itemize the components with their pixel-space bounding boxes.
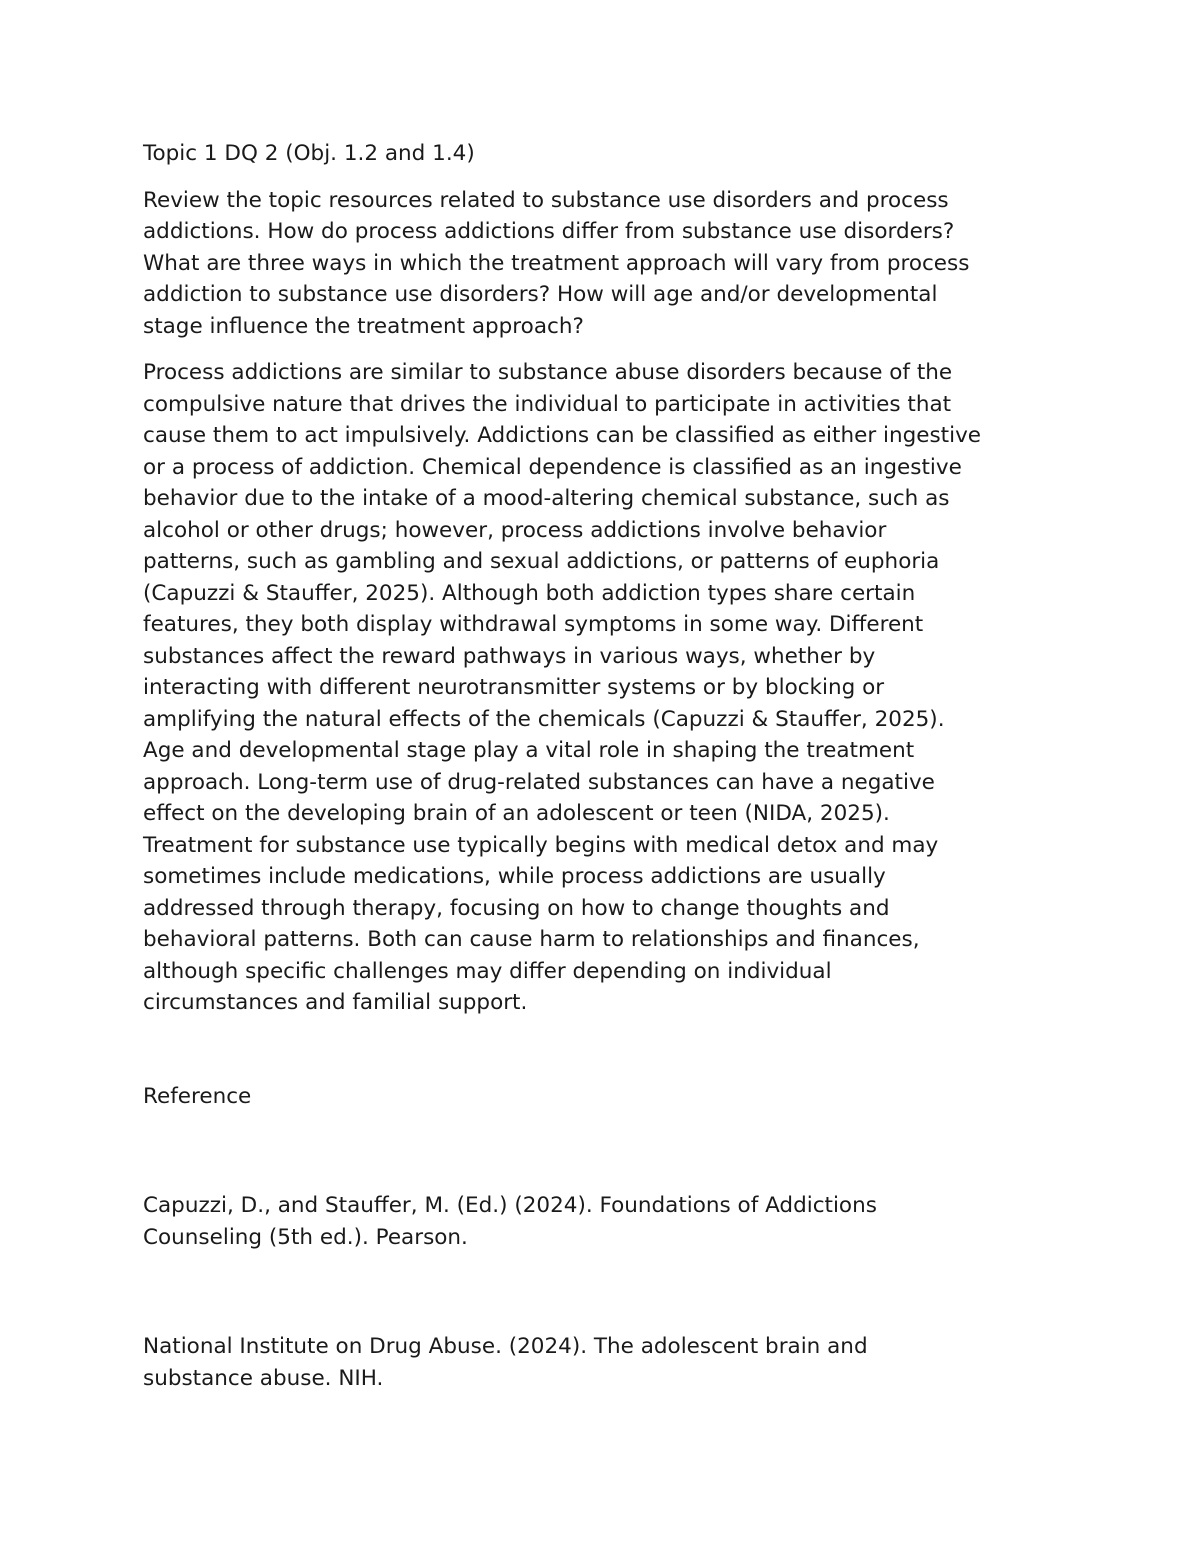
response-line: Process addictions are similar to substance abuse disorders because of the xyxy=(143,360,953,385)
document-body xyxy=(143,138,1078,1409)
document-title: Topic 1 DQ 2 (Obj. 1.2 and 1.4) xyxy=(143,141,475,166)
prompt-paragraph xyxy=(143,185,1078,343)
response-line: (Capuzzi & Stauffer, 2025). Although both addiction types share certain xyxy=(143,580,916,606)
response-line: effect on the developing brain of an adolescent or teen (NIDA, 2025). xyxy=(143,801,890,826)
response-line: cause them to act impulsively. Addictions can be classified as either ingestive xyxy=(143,423,982,448)
reference-entry xyxy=(143,1331,1078,1394)
prompt-line: What are three ways in which the treatment approach will vary from process xyxy=(143,250,970,276)
response-line: patterns, such as gambling and sexual addictions, or patterns of euphoria xyxy=(143,549,940,574)
prompt-line: addiction to substance use disorders? How will age and/or developmental xyxy=(143,282,938,307)
response-line: behavioral patterns. Both can cause harm to relationships and finances, xyxy=(143,927,920,952)
reference-heading: Reference xyxy=(143,1083,252,1109)
response-line: Age and developmental stage play a vital role in shaping the treatment xyxy=(143,738,915,763)
response-line: features, they both display withdrawal symptoms in some way. Different xyxy=(143,612,924,637)
response-line: compulsive nature that drives the individual to participate in activities that xyxy=(143,391,952,417)
response-line: addressed through therapy, focusing on how to change thoughts and xyxy=(143,895,890,921)
prompt-line: stage influence the treatment approach? xyxy=(143,313,584,339)
reference-spacer xyxy=(143,1268,1078,1331)
response-line: amplifying the natural effects of the chemicals (Capuzzi & Stauffer, 2025). xyxy=(143,706,945,732)
response-line: circumstances and familial support. xyxy=(143,990,528,1015)
reference-line: Capuzzi, D., and Stauffer, M. (Ed.) (2024). Foundations of Addictions xyxy=(143,1193,877,1218)
response-line: substances affect the reward pathways in various ways, whether by xyxy=(143,643,876,669)
prompt-line: Review the topic resources related to substance use disorders and process xyxy=(143,187,949,213)
reference-line: National Institute on Drug Abuse. (2024). The adolescent brain and xyxy=(143,1334,868,1359)
reference-line: substance abuse. NIH. xyxy=(143,1365,384,1391)
response-line: alcohol or other drugs; however, process addictions involve behavior xyxy=(143,517,887,543)
response-line: or a process of addiction. Chemical dependence is classified as an ingestive xyxy=(143,454,962,480)
reference-spacer xyxy=(143,1127,1078,1190)
response-line: interacting with different neurotransmitter systems or by blocking or xyxy=(143,675,885,700)
response-paragraph xyxy=(143,357,1078,1019)
response-line: approach. Long-term use of drug-related substances can have a negative xyxy=(143,769,935,795)
prompt-line: addictions. How do process addictions differ from substance use disorders? xyxy=(143,219,955,244)
section-spacer xyxy=(143,1034,1078,1081)
response-line: Treatment for substance use typically begins with medical detox and may xyxy=(143,832,939,858)
reference-line: Counseling (5th ed.). Pearson. xyxy=(143,1224,468,1250)
response-line: sometimes include medications, while process addictions are usually xyxy=(143,864,886,889)
response-line: behavior due to the intake of a mood-altering chemical substance, such as xyxy=(143,486,950,511)
response-line: although specific challenges may differ depending on individual xyxy=(143,958,832,984)
reference-entry xyxy=(143,1190,1078,1253)
